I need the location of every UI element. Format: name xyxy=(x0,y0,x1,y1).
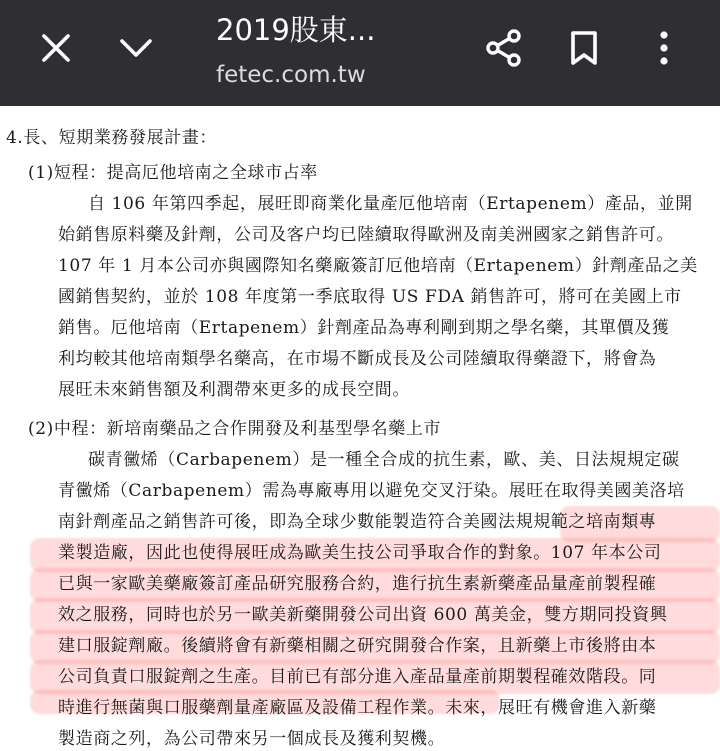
section-heading: 4.長、短期業務發展計畫： xyxy=(6,128,218,148)
chevron-down-icon xyxy=(119,37,153,59)
section2-title: (2)中程：新培南藥品之合作開發及利基型學名藥上市 xyxy=(28,419,442,439)
paragraph-line: 銷售。厄他培南（Ertapenem）針劑產品為專利剛到期之學名藥，其單價及獲 xyxy=(58,318,670,338)
document-page xyxy=(0,106,720,749)
paragraph-line: 青黴烯（Carbapenem）需為專廠專用以避免交叉汙染。展旺在取得美國美洛培 xyxy=(58,481,685,501)
paragraph-line: 國銷售契約，並於 108 年度第一季底取得 US FDA 銷售許可，將可在美國上市 xyxy=(58,287,682,307)
section1-title: (1)短程：提高厄他培南之全球市占率 xyxy=(28,163,318,183)
more-options-button[interactable] xyxy=(636,20,692,76)
paragraph-line: 展旺未來銷售額及利潤帶來更多的成長空間。 xyxy=(58,380,410,400)
share-icon xyxy=(485,29,523,67)
paragraph-line: 效之服務，同時也於另一歐美新藥開發公司出資 600 萬美金，雙方期同投資興 xyxy=(58,605,668,625)
close-icon xyxy=(41,33,71,63)
share-button[interactable] xyxy=(476,20,532,76)
title-block xyxy=(216,10,456,92)
top-app-bar xyxy=(0,0,720,106)
paragraph-line: 利均較其他培南類學名藥高，在市場不斷成長及公司陸續取得藥證下，將會為 xyxy=(58,349,657,369)
page-domain: fetec.com.tw xyxy=(216,62,366,88)
paragraph-line: 自 106 年第四季起，展旺即商業化量產厄他培南（Ertapenem）產品，並開 xyxy=(88,194,693,214)
paragraph-line: 業製造廠，因此也使得展旺成為歐美生技公司爭取合作的對象。107 年本公司 xyxy=(58,543,662,563)
collapse-button[interactable] xyxy=(108,20,164,76)
paragraph-line: 已與一家歐美藥廠簽訂產品研究服務合約，進行抗生素新藥產品量產前製程確 xyxy=(58,574,657,594)
paragraph-line: 公司負責口服錠劑之生產。目前已有部分進入產品量產前期製程確效階段。同 xyxy=(58,667,657,687)
close-button[interactable] xyxy=(28,20,84,76)
bookmark-button[interactable] xyxy=(556,20,612,76)
page-title: 2019股東... xyxy=(216,13,376,47)
paragraph-line: 製造商之列，為公司帶來另一個成長及獲利契機。 xyxy=(58,729,446,749)
paragraph-line: 碳青黴烯（Carbapenem）是一種全合成的抗生素，歐、美、日法規規定碳 xyxy=(88,450,680,470)
paragraph-line: 建口服錠劑廠。後續將會有新藥相關之研究開發合作案，且新藥上市後將由本 xyxy=(58,636,657,656)
bookmark-icon xyxy=(570,31,598,65)
paragraph-line: 始銷售原料藥及針劑，公司及客户均已陸續取得歐洲及南美洲國家之銷售許可。 xyxy=(58,225,674,245)
more-vert-icon xyxy=(659,31,669,65)
paragraph-line: 時進行無菌與口服藥劑量產廠區及設備工程作業。未來，展旺有機會進入新藥 xyxy=(58,698,657,718)
paragraph-line: 107 年 1 月本公司亦與國際知名藥廠簽訂厄他培南（Ertapenem）針劑產品之美 xyxy=(58,256,698,276)
paragraph-line: 南針劑產品之銷售許可後，即為全球少數能製造符合美國法規規範之培南類專 xyxy=(58,512,657,532)
